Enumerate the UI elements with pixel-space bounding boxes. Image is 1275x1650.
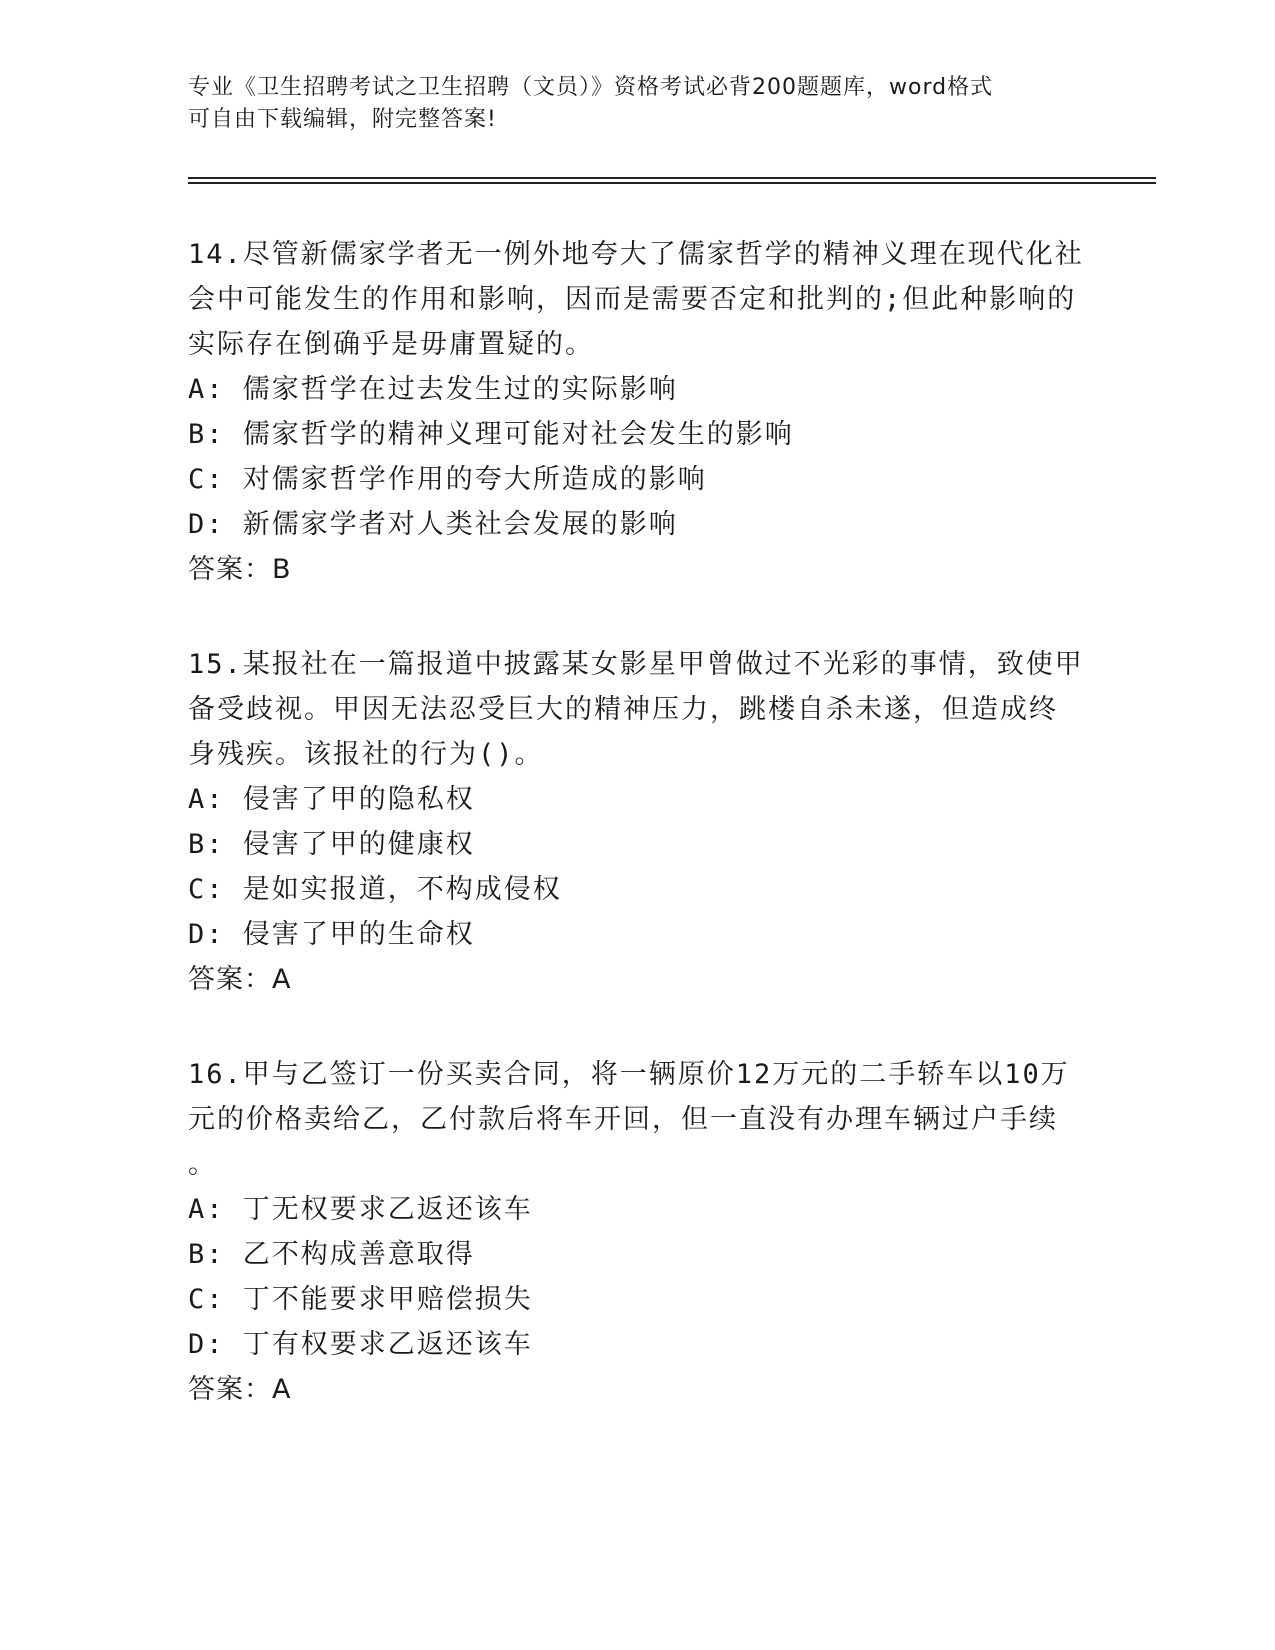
question-text [188,1052,1088,1187]
header-divider-bottom [188,182,1156,184]
question-text-line: 15.某报社在一篇报道中披露某女影星甲曾做过不光彩的事情，致使甲 [188,649,1084,680]
question-text [188,232,1088,367]
header-line-2: 可自由下载编辑，附完整答案! [188,107,497,132]
header-divider-top [188,177,1156,179]
option-b: B: 乙不构成善意取得 [188,1239,475,1270]
answer: 答案：B [188,554,292,585]
option-c: C: 丁不能要求甲赔偿损失 [188,1284,533,1315]
question-text-line: 。 [188,1149,217,1180]
option-list [188,1187,1088,1367]
question-16 [188,1052,1088,1412]
option-list [188,367,1088,547]
option-list [188,777,1088,957]
option-a: A: 丁无权要求乙返还该车 [188,1194,533,1225]
document-header [188,72,1088,136]
question-14 [188,232,1088,592]
option-a: A: 儒家哲学在过去发生过的实际影响 [188,374,678,405]
option-d: D: 新儒家学者对人类社会发展的影响 [188,509,678,540]
question-text-line: 实际存在倒确乎是毋庸置疑的。 [188,329,594,360]
question-text-line: 会中可能发生的作用和影响，因而是需要否定和批判的;但此种影响的 [188,284,1077,315]
option-a: A: 侵害了甲的隐私权 [188,784,475,815]
answer: 答案：A [188,1374,292,1405]
option-b: B: 儒家哲学的精神义理可能对社会发生的影响 [188,419,794,450]
option-b: B: 侵害了甲的健康权 [188,829,475,860]
option-c: C: 对儒家哲学作用的夸大所造成的影响 [188,464,707,495]
question-text-line: 元的价格卖给乙，乙付款后将车开回，但一直没有办理车辆过户手续 [188,1104,1058,1135]
question-text-line: 16.甲与乙签订一份买卖合同，将一辆原价12万元的二手轿车以10万 [188,1059,1070,1090]
header-line-1: 专业《卫生招聘考试之卫生招聘（文员）》资格考试必背200题题库，word格式 [188,75,994,100]
question-text-line: 身残疾。该报社的行为()。 [188,739,544,770]
answer: 答案：A [188,964,292,995]
option-d: D: 丁有权要求乙返还该车 [188,1329,533,1360]
option-c: C: 是如实报道，不构成侵权 [188,874,562,905]
question-text-line: 备受歧视。甲因无法忍受巨大的精神压力，跳楼自杀未遂，但造成终 [188,694,1058,725]
question-text-line: 14.尽管新儒家学者无一例外地夸大了儒家哲学的精神义理在现代化社 [188,239,1084,270]
question-text [188,642,1088,777]
question-15 [188,642,1088,1002]
option-d: D: 侵害了甲的生命权 [188,919,475,950]
